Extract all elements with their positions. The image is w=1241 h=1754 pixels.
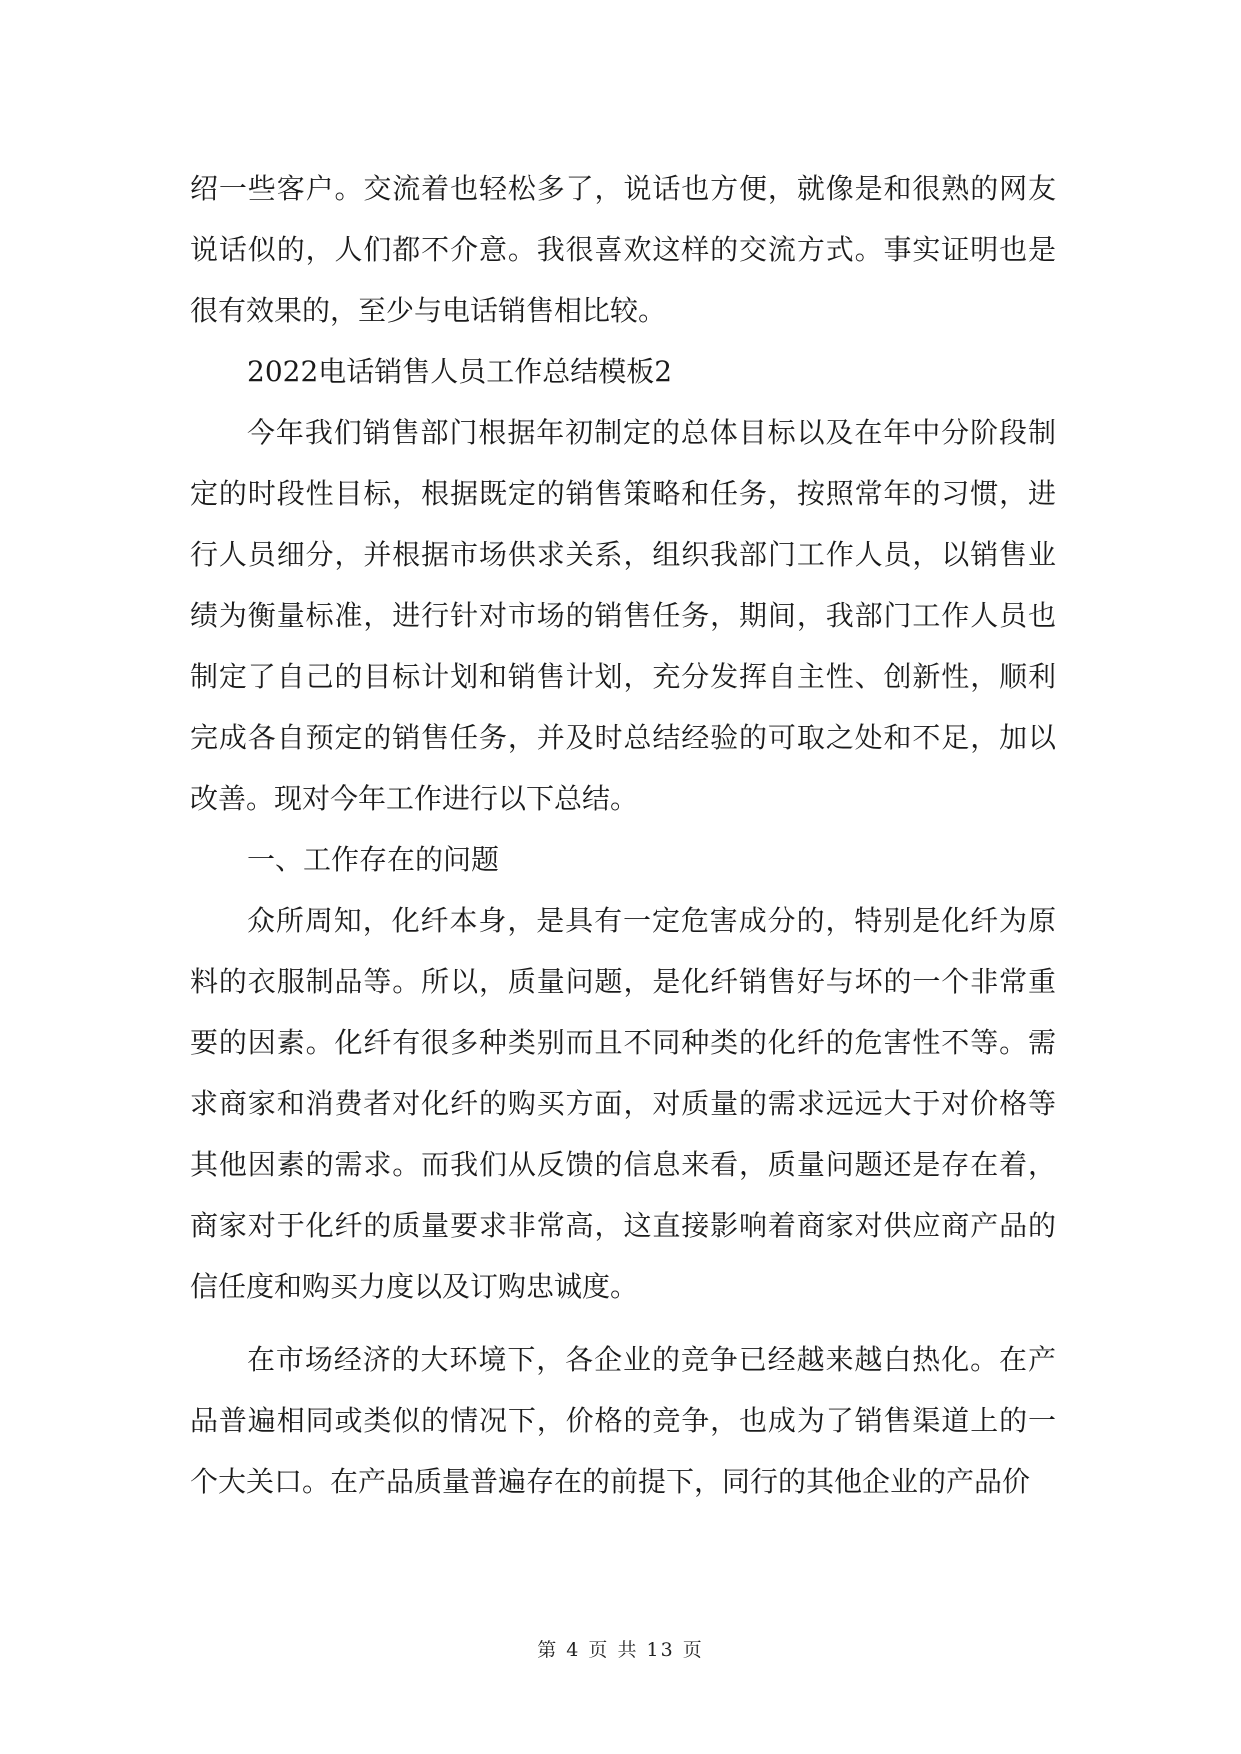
document-body [190, 158, 1056, 1512]
section-heading-problems: 一、工作存在的问题 [247, 843, 500, 876]
paragraph-continuation: 绍一些客户。交流着也轻松多了，说话也方便，就像是和很熟的网友说话似的，人们都不介意。我很喜欢这样的交流方式。事实证明也是很有效果的，至少与电话销售相比较。 [190, 172, 1056, 327]
page-footer: 第 4 页 共 13 页 [537, 1639, 704, 1661]
section-title: 2022电话销售人员工作总结模板2 [247, 355, 673, 388]
paragraph-competition: 在市场经济的大环境下，各企业的竞争已经越来越白热化。在产品普遍相同或类似的情况下，价格的竞争，也成为了销售渠道上的一个大关口。在产品质量普遍存在的前提下，同行的其他企业的产品价 [190, 1343, 1056, 1498]
paragraph-intro: 今年我们销售部门根据年初制定的总体目标以及在年中分阶段制定的时段性目标，根据既定的销售策略和任务，按照常年的习惯，进行人员细分，并根据市场供求关系，组织我部门工作人员，以销售业绩为衡量标准，进行针对市场的销售任务，期间，我部门工作人员也制定了自己的目标计划和销售计划，充分发挥自主性、创新性，顺利完成各自预定的销售任务，并及时总结经验的可取之处和不足，加以改善。现对今年工作进行以下总结。 [190, 416, 1056, 815]
paragraph-quality: 众所周知，化纤本身，是具有一定危害成分的，特别是化纤为原料的衣服制品等。所以，质量问题，是化纤销售好与坏的一个非常重要的因素。化纤有很多种类别而且不同种类的化纤的危害性不等。需求商家和消费者对化纤的购买方面，对质量的需求远远大于对价格等其他因素的需求。而我们从反馈的信息来看，质量问题还是存在着，商家对于化纤的质量要求非常高，这直接影响着商家对供应商产品的信任度和购买力度以及订购忠诚度。 [190, 904, 1056, 1303]
